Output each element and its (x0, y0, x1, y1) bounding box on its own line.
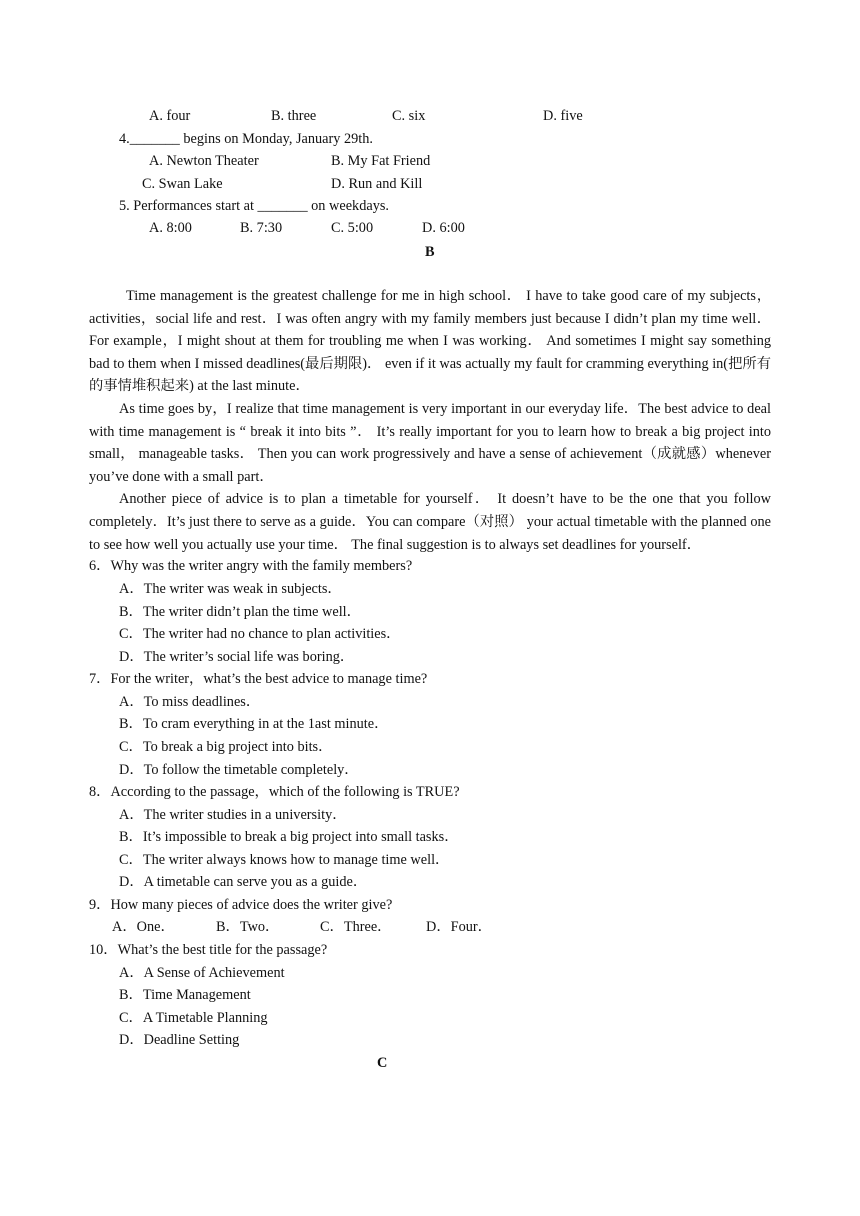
option-a: A. 8:00 (149, 220, 192, 236)
option-b: B．To cram everything in at the 1ast minute． (119, 716, 389, 732)
question-stem: 5. Performances start at _______ on weekdays. (119, 198, 389, 214)
option-c: C．Three． (320, 919, 392, 935)
option-b: B. 7:30 (240, 220, 283, 236)
option-a: A．To miss deadlines． (119, 694, 261, 710)
question-stem: 9．How many pieces of advice does the writer give? (89, 897, 393, 913)
passage-b (89, 285, 771, 556)
passage-paragraph-1: Time management is the greatest challenge for me in high school． I have to take good care of my subjects，activities，social life and rest．I was often angry with my family members just because I didn’t plan my time well． For example，I might shout at them for troubling me when I was working． And sometimes I might say something bad to them when I missed deadlines(最后期限)． even if it was actually my fault for cramming everything in(把所有的事情堆积起来) at the last minute． (89, 288, 771, 395)
option-c: C. 5:00 (331, 220, 374, 236)
option-c: C．To break a big project into bits． (119, 739, 333, 755)
option-b: B．Two． (216, 919, 280, 935)
question-stem: 4._______ begins on Monday, January 29th. (119, 131, 374, 147)
option-c: C．A Timetable Planning (119, 1010, 268, 1026)
section-b-heading: B (425, 244, 435, 260)
question-stem: 6．Why was the writer angry with the family members? (89, 558, 413, 574)
q3-option-b: B. three (271, 108, 317, 124)
option-c: C. Swan Lake (142, 176, 223, 192)
option-d: D．Four． (426, 919, 492, 935)
passage-paragraph-3: Another piece of advice is to plan a timetable for yourself． It doesn’t have to be the one that you follow completely．It’s just there to serve as a guide．You can compare（对照） your actual timetable with the planned one to see how well you actually use your time． The final suggestion is to always set deadlines for yourself． (89, 491, 771, 553)
option-d: D．Deadline Setting (119, 1032, 240, 1048)
q3-option-a: A. four (149, 108, 191, 124)
question-stem: 10．What’s the best title for the passage? (89, 942, 328, 958)
option-d: D．To follow the timetable completely． (119, 762, 359, 778)
option-c: C．The writer had no chance to plan activities． (119, 626, 401, 642)
option-d: D．A timetable can serve you as a guide． (119, 874, 368, 890)
passage-paragraph-2: As time goes by，I realize that time management is very important in our everyday life．The best advice to deal with time management is “ break it into bits ”． It’s really important for you to learn how to break a big project into small， manageable tasks． Then you can work progressively and have a sense of achievement（成就感）whenever you’ve done with a small part． (89, 400, 771, 485)
q3-option-c: C. six (392, 108, 426, 124)
option-a: A．A Sense of Achievement (119, 965, 285, 981)
option-b: B．It’s impossible to break a big project into small tasks． (119, 829, 459, 845)
option-b: B．Time Management (119, 987, 251, 1003)
option-a: A．The writer was weak in subjects． (119, 581, 342, 597)
option-b: B. My Fat Friend (331, 153, 431, 169)
option-d: D. 6:00 (422, 220, 465, 236)
section-c-heading: C (377, 1055, 388, 1071)
option-a: A．One． (112, 919, 175, 935)
option-b: B．The writer didn’t plan the time well． (119, 604, 361, 620)
option-c: C．The writer always knows how to manage time well． (119, 852, 450, 868)
q3-option-d: D. five (543, 108, 583, 124)
option-a: A. Newton Theater (149, 153, 259, 169)
question-stem: 7．For the writer，what’s the best advice to manage time? (89, 671, 428, 687)
option-a: A．The writer studies in a university． (119, 807, 347, 823)
question-stem: 8．According to the passage，which of the following is TRUE? (89, 784, 460, 800)
option-d: D．The writer’s social life was boring． (119, 649, 355, 665)
option-d: D. Run and Kill (331, 176, 423, 192)
